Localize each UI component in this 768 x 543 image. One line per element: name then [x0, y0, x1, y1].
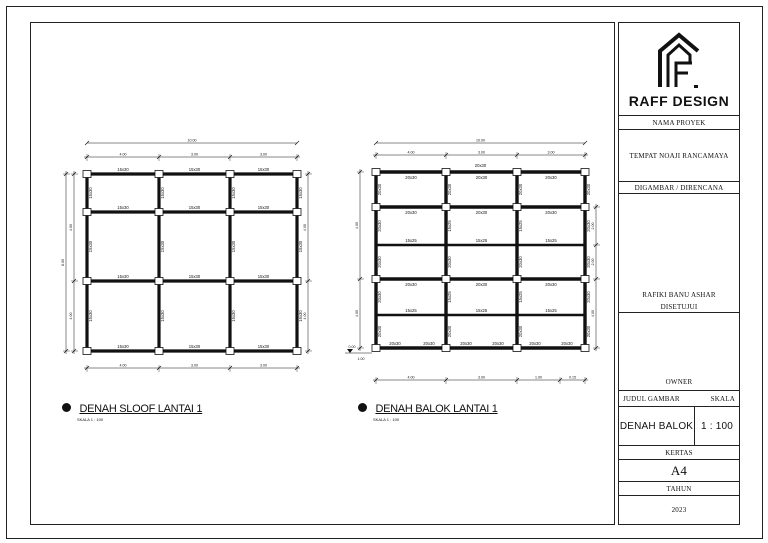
beam-label: 20x30 [405, 210, 417, 215]
dimension-label: 4.00 [69, 312, 73, 320]
beam-label: 15x30 [160, 310, 165, 322]
beam-label: 20x30 [474, 163, 487, 168]
beam-label: 15x25 [447, 291, 452, 303]
beam-label: 15x30 [88, 240, 93, 253]
column-square [293, 348, 301, 355]
designed-label: DIGAMBAR / DIRENCANA [619, 182, 739, 194]
beam-label: 20x30 [389, 341, 401, 346]
beam-label: 20x30 [475, 175, 488, 180]
raff-design-logo-icon [654, 29, 704, 91]
beam-label: 20x30 [492, 341, 504, 346]
column-square [155, 171, 163, 178]
column-square [442, 169, 450, 176]
beam-label: 20x30 [561, 341, 573, 346]
dimension-label: 4.00 [303, 224, 307, 231]
dimension-label: 4.00 [303, 312, 307, 320]
beam-label: 20x30 [529, 341, 541, 346]
year-value: 2023 [671, 506, 687, 514]
left-plan-scale: SKALA 1 : 100 [77, 417, 104, 422]
beam-label: 20x30 [518, 256, 523, 268]
column-square [226, 171, 234, 178]
column-square [293, 171, 301, 178]
beam-label: 20x30 [405, 175, 417, 180]
drawing-title-label: JUDUL GAMBAR [623, 394, 680, 403]
beam-label: 20x30 [518, 183, 523, 196]
column-square [155, 348, 163, 355]
column-square [293, 278, 301, 285]
column-square [83, 348, 91, 355]
column-square [226, 278, 234, 285]
dimension-label: 4.00 [355, 310, 359, 317]
dimension-label: 4.00 [119, 363, 127, 368]
beam-label: 15x25 [405, 238, 417, 243]
dimension-label: 4.00 [407, 375, 415, 380]
dimension-label: 2.00 [591, 222, 595, 230]
dimension-label: 4.00 [119, 152, 127, 157]
dimension-label: 0.15 [569, 375, 576, 380]
dimension-label: 3.00 [260, 152, 267, 157]
beam-label: 15x25 [475, 308, 488, 313]
beam-label: 20x30 [518, 325, 523, 338]
approved-label: DISETUJUI [619, 301, 739, 313]
beam-label: 15x30 [188, 344, 201, 349]
beam-label: 20x30 [377, 256, 382, 268]
dimension-label: 10.00 [187, 138, 197, 143]
column-square [581, 204, 589, 211]
beam-label: 20x30 [423, 341, 435, 346]
column-square [226, 348, 234, 355]
beam-label: 15x30 [257, 344, 270, 349]
level-marker-icon [347, 349, 353, 353]
dimension-label: 1.00 [535, 375, 542, 380]
column-square [372, 169, 380, 176]
beam-label: 20x30 [377, 220, 382, 232]
beam-label: 15x25 [545, 238, 557, 243]
dimension-label: 10.00 [476, 138, 485, 143]
dimension-label: 4.00 [407, 150, 415, 155]
beam-label: 15x30 [188, 274, 201, 279]
right-plan-scale: SKALA 1 : 100 [373, 417, 400, 422]
dimension-label: 4.00 [591, 310, 595, 317]
column-square [581, 345, 589, 352]
column-square [372, 345, 380, 352]
beam-label: 20x30 [460, 341, 472, 346]
dimension-label: 3.00 [191, 363, 198, 368]
column-square [293, 209, 301, 216]
column-square [372, 276, 380, 283]
left-plan-title-block [62, 399, 202, 422]
designer-name: RAFIKI BANU ASHAR [642, 291, 716, 299]
right-plan-title: DENAH BALOK LANTAI 1 [375, 403, 498, 415]
column-square [513, 345, 521, 352]
beam-plan [345, 139, 600, 385]
scale-label: SKALA [710, 394, 735, 403]
beam-label: 15x30 [117, 205, 129, 210]
beam-label: 15x30 [160, 240, 165, 253]
column-square [372, 204, 380, 211]
column-square [155, 278, 163, 285]
dimension-label: 4.00 [355, 222, 359, 229]
column-square [83, 209, 91, 216]
beam-label: 20x30 [586, 325, 591, 338]
left-plan-title: DENAH SLOOF LANTAI 1 [79, 403, 203, 415]
beam-label: 20x30 [475, 210, 488, 215]
column-square [442, 204, 450, 211]
beam-label: 20x30 [405, 282, 417, 287]
beam-label: 20x30 [377, 325, 382, 338]
beam-label: 20x30 [377, 291, 382, 303]
beam-label: 15x30 [231, 310, 236, 322]
beam-label: 15x30 [298, 187, 303, 199]
drawing-title-value: DENAH BALOK [619, 407, 695, 445]
beam-label: 15x25 [475, 238, 488, 243]
column-square [442, 345, 450, 352]
beam-label: 15x30 [117, 167, 129, 172]
beam-label: 15x30 [117, 274, 129, 279]
beam-label: 15x30 [257, 205, 270, 210]
dimension-label: 3.00 [260, 363, 267, 368]
section-marker-icon [358, 403, 367, 412]
level-label: 0.00 [348, 345, 356, 349]
paper-label: KERTAS [619, 446, 739, 460]
beam-label: 15x30 [298, 240, 303, 253]
column-square [581, 169, 589, 176]
project-name: TEMPAT NOAJI RANCAMAYA [619, 130, 739, 182]
dimension-label: 3.00 [478, 150, 485, 155]
beam-label: 15x30 [160, 187, 165, 199]
beam-label: 20x30 [586, 220, 591, 232]
paper-value: A4 [619, 460, 739, 482]
column-square [442, 276, 450, 283]
column-square [513, 169, 521, 176]
beam-label: 15x25 [545, 308, 557, 313]
beam-label: 15x30 [88, 187, 93, 199]
beam-label: 20x30 [586, 183, 591, 196]
beam-label: 20x30 [447, 325, 452, 338]
scale-value: 1 : 100 [701, 420, 733, 432]
beam-label: 15x25 [518, 291, 523, 303]
beam-label: 20x30 [586, 291, 591, 303]
year-label: TAHUN [619, 482, 739, 496]
beam-label: 20x30 [475, 282, 488, 287]
beam-label: 15x30 [188, 205, 201, 210]
column-square [226, 209, 234, 216]
dimension-label: 2.00 [591, 258, 595, 266]
column-square [83, 278, 91, 285]
drawing-title-header [619, 391, 739, 407]
beam-label: 20x30 [545, 175, 557, 180]
title-block [618, 22, 740, 525]
column-square [83, 171, 91, 178]
drawing-title-row [619, 407, 739, 446]
beam-label: 20x30 [447, 183, 452, 196]
beam-label: 15x30 [88, 310, 93, 322]
level-sub-label: 1.00 [357, 357, 365, 361]
beam-label: 15x25 [447, 220, 452, 232]
right-plan-title-block [358, 399, 498, 422]
dimension-label: 3.00 [547, 150, 555, 155]
beam-label: 20x30 [377, 183, 382, 196]
owner-label: OWNER [619, 313, 739, 391]
beam-label: 15x30 [231, 187, 236, 199]
beam-label: 15x30 [117, 344, 129, 349]
beam-label: 15x30 [257, 274, 270, 279]
column-square [581, 276, 589, 283]
beam-label: 15x25 [405, 308, 417, 313]
column-square [155, 209, 163, 216]
dimension-label: 8.00 [61, 259, 65, 266]
beam-label: 20x30 [447, 256, 452, 268]
company-name: RAFF DESIGN [628, 93, 730, 109]
beam-label: 15x30 [231, 240, 236, 253]
beam-label: 15x30 [188, 167, 201, 172]
dimension-label: 4.00 [69, 224, 73, 231]
project-label: NAMA PROYEK [619, 116, 739, 130]
beam-label: 15x25 [518, 220, 523, 232]
beam-label: 20x30 [545, 210, 557, 215]
column-square [513, 276, 521, 283]
column-square [513, 204, 521, 211]
sloof-plan [61, 139, 312, 373]
logo-cell [619, 23, 739, 116]
beam-label: 20x30 [545, 282, 557, 287]
dimension-label: 3.00 [478, 375, 485, 380]
beam-label: 15x30 [298, 310, 303, 322]
dimension-label: 3.00 [191, 152, 198, 157]
section-marker-icon [62, 403, 71, 412]
beam-label: 20x30 [586, 256, 591, 268]
beam-label: 15x30 [257, 167, 270, 172]
